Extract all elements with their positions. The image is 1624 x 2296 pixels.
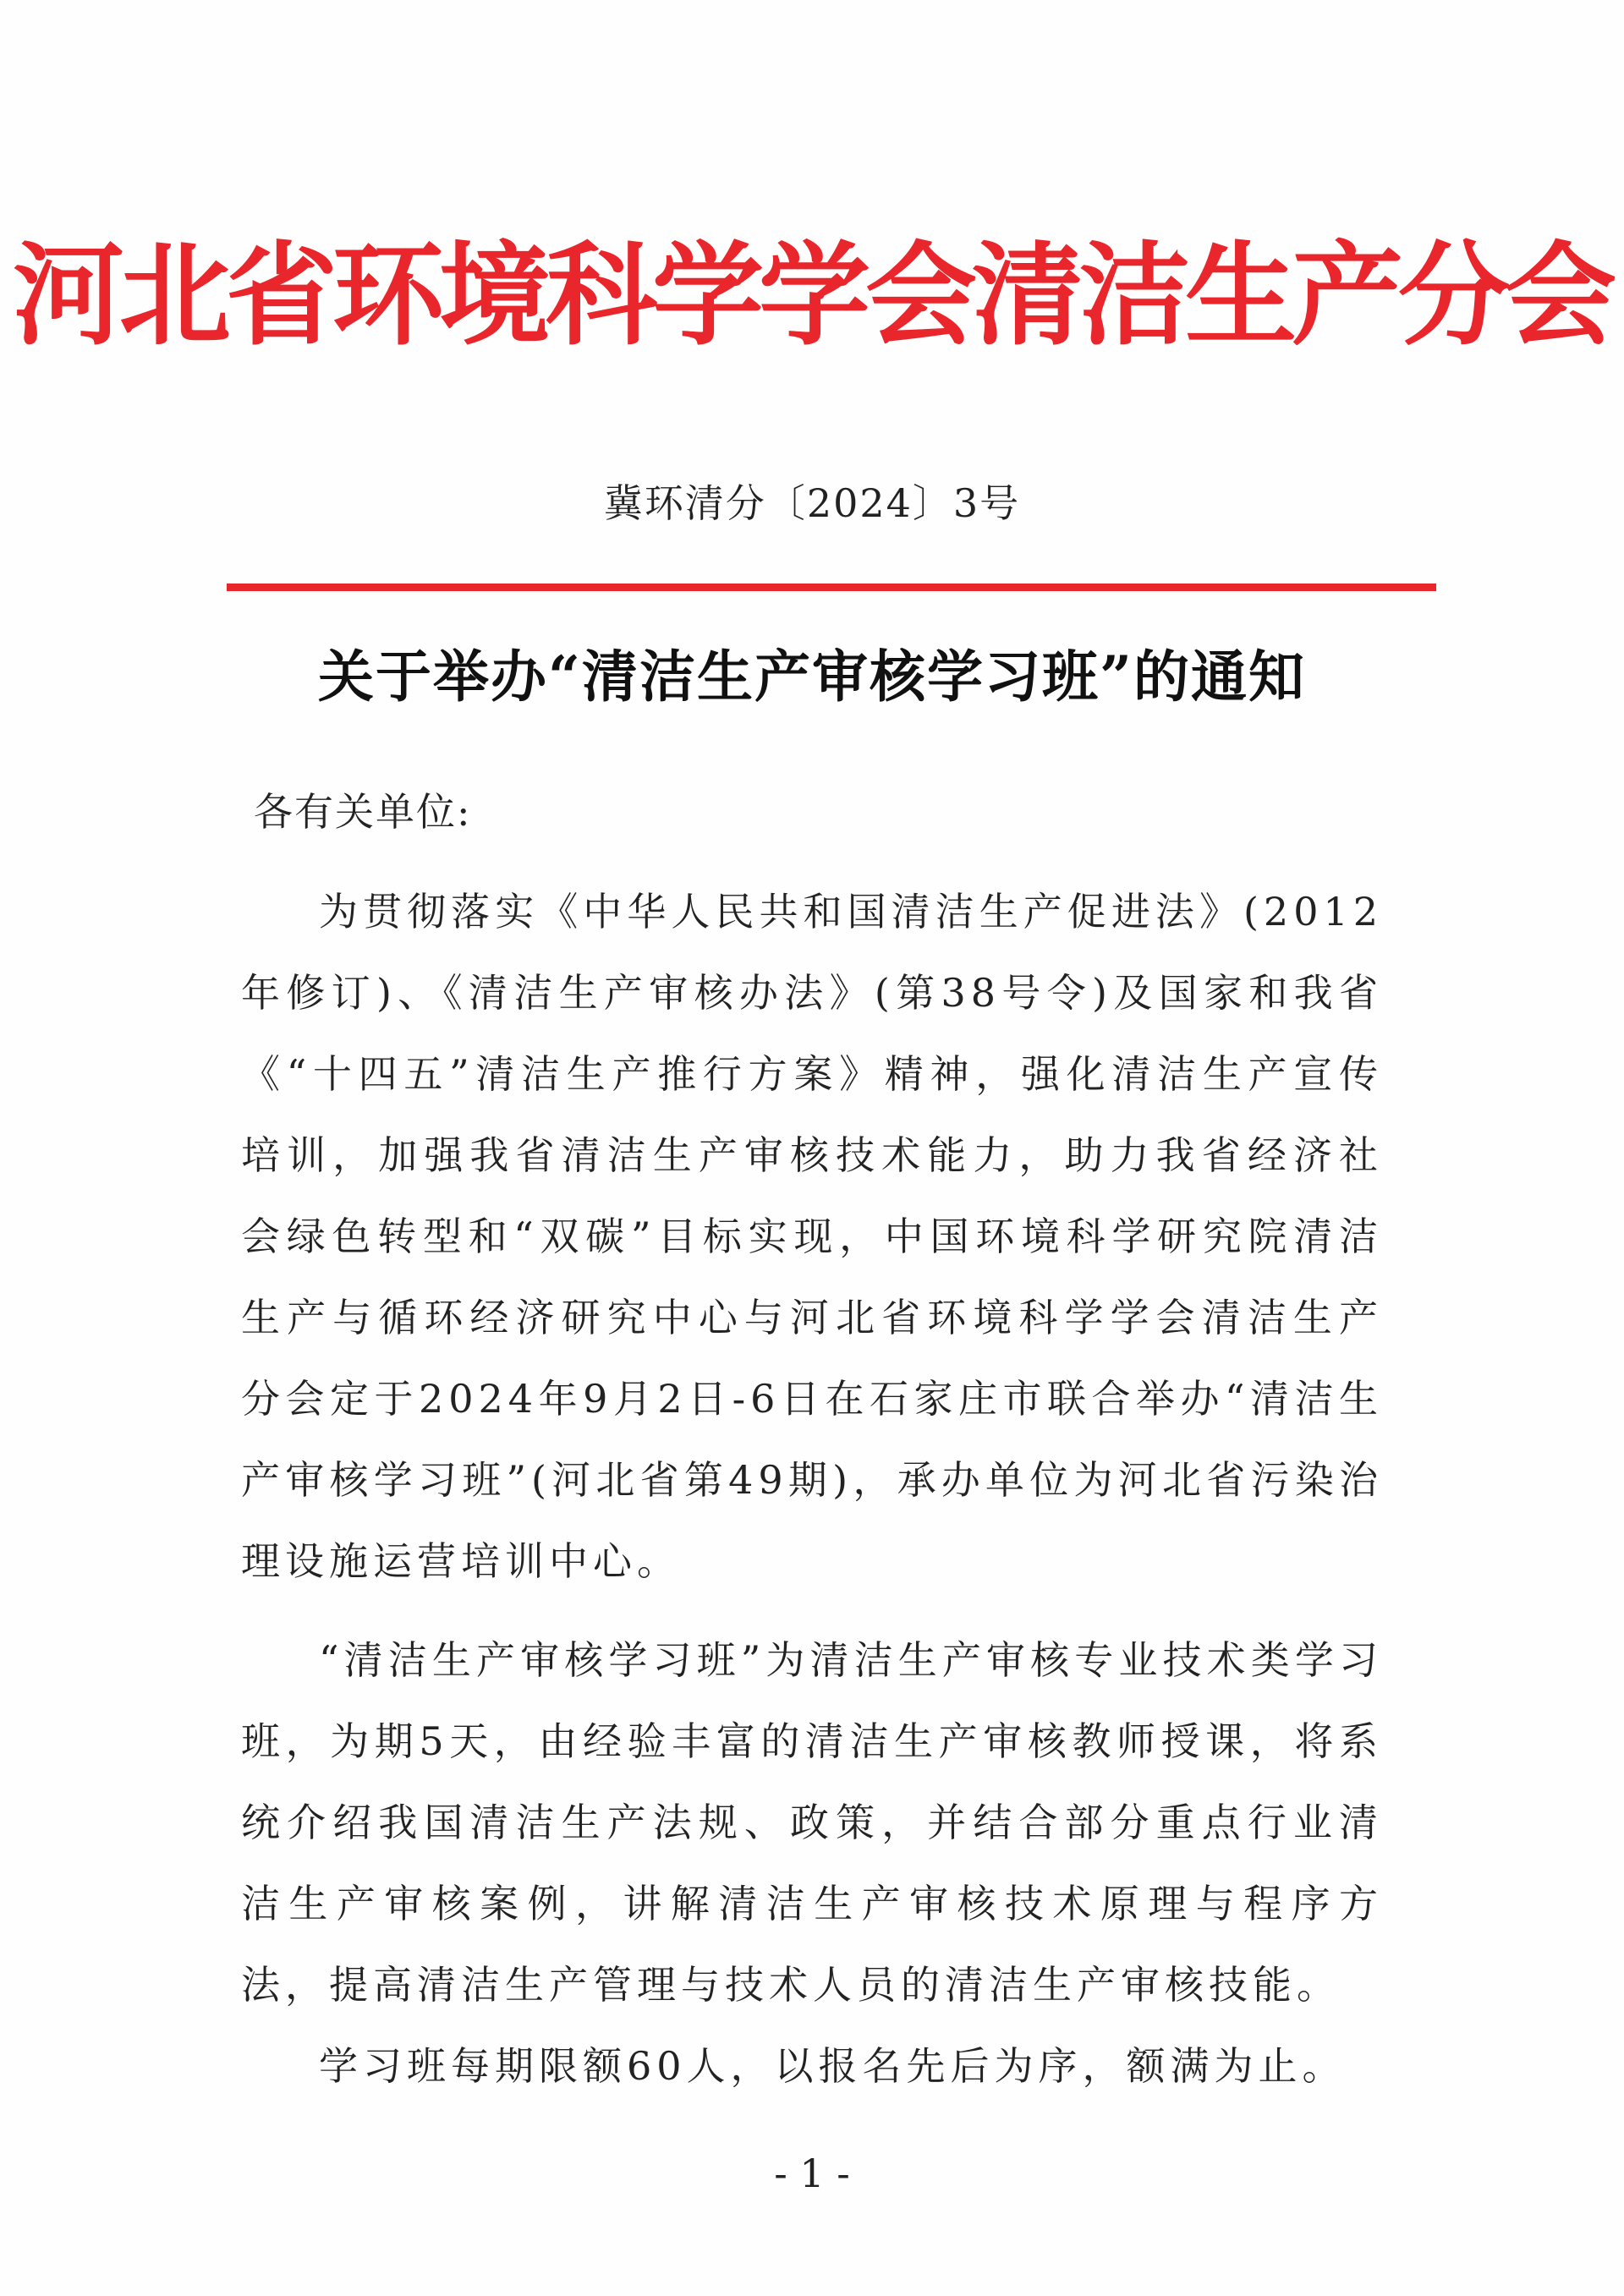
red-divider	[227, 584, 1436, 591]
organization-header: 河北省环境科学学会清洁生产分会	[13, 230, 1611, 361]
body-paragraph-2: “清洁生产审核学习班”为清洁生产审核专业技术类学习班，为期5天，由经验丰富的清洁生产审核教师授课，将系统介绍我国清洁生产法规、政策，并结合部分重点行业清洁生产审核案例，讲解清洁生产审核技术原理与程序方法，提高清洁生产管理与技术人员的清洁生产审核技能。	[241, 1637, 1383, 2008]
page-number: - 1 -	[774, 2151, 850, 2196]
body-paragraph-1: 为贯彻落实《中华人民共和国清洁生产促进法》(2012年修订)、《清洁生产审核办法》(第38号令)及国家和我省《“十四五”清洁生产推行方案》精神，强化清洁生产宣传培训，加强我省清洁生产审核技术能力，助力我省经济社会绿色转型和“双碳”目标实现，中国环境科学研究院清洁生产与循环经济研究中心与河北省环境科学学会清洁生产分会定于2024年9月2日-6日在石家庄市联合举办“清洁生产审核学习班”(河北省第49期)，承办单位为河北省污染治理设施运营培训中心。	[241, 889, 1383, 1584]
body-paragraph-3: 学习班每期限额60人，以报名先后为序，额满为止。	[319, 2043, 1347, 2089]
notice-title: 关于举办“清洁生产审核学习班”的通知	[318, 644, 1306, 710]
document-number: 冀环清分〔2024〕3号	[603, 480, 1021, 526]
salutation: 各有关单位:	[254, 789, 472, 835]
